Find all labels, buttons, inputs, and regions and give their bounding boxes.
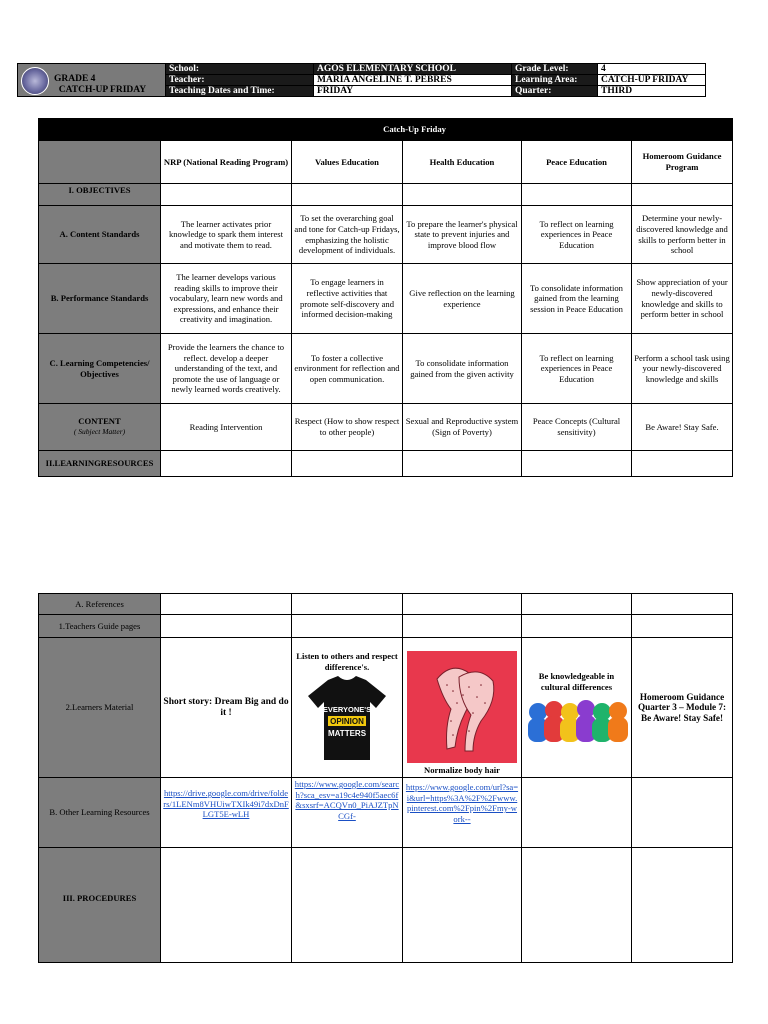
content-nrp: Reading Intervention <box>161 404 292 451</box>
lm-health-caption: Normalize body hair <box>424 765 500 776</box>
content-health: Sexual and Reproductive system (Sign of Poverty) <box>403 404 522 451</box>
cell <box>522 184 632 206</box>
performance-standards-label: B. Performance Standards <box>39 264 161 334</box>
competencies-label: C. Learning Competencies/ Objectives <box>39 334 161 404</box>
references-label: A. References <box>39 594 161 615</box>
corner-cell <box>39 141 161 184</box>
cell <box>632 848 733 963</box>
cell <box>292 594 403 615</box>
competency-health: To consolidate information gained from the given activity <box>403 334 522 404</box>
learning-area-label: Learning Area: <box>512 75 598 86</box>
content-standard-nrp: The learner activates prior knowledge to spark them interest and motivate them to read. <box>161 206 292 264</box>
performance-standard-health: Give reflection on the learning experience <box>403 264 522 334</box>
performance-standard-peace: To consolidate information gained from the learning session in Peace Education <box>522 264 632 334</box>
cell <box>292 615 403 638</box>
cell <box>403 451 522 477</box>
link-nrp-cell <box>161 778 292 848</box>
content-standard-peace: To reflect on learning experiences in Peace Education <box>522 206 632 264</box>
program-label: CATCH-UP FRIDAY <box>58 85 147 95</box>
procedures-label: III. PROCEDURES <box>39 848 161 963</box>
teacher-label: Teacher: <box>166 75 314 86</box>
competency-peace: To reflect on learning experiences in Peace Education <box>522 334 632 404</box>
cell <box>292 848 403 963</box>
content-homeroom: Be Aware! Stay Safe. <box>632 404 733 451</box>
competency-values: To foster a collective environment for reflection and open communication. <box>292 334 403 404</box>
link-values[interactable]: https://www.google.com/search?sca_esv=a19c4e940f5aec6f&sxsrf=ACQVn0_PiAJZTpNCGf- <box>294 779 400 821</box>
cell <box>522 451 632 477</box>
lm-nrp: Short story: Dream Big and do it ! <box>161 638 292 778</box>
cell <box>161 848 292 963</box>
link-nrp[interactable]: https://drive.google.com/drive/folders/1LENm8VHUiwTXIk49i7dxDnFLGT5E-wLH <box>163 788 289 820</box>
performance-standard-nrp: The learner develops various reading skills to improve their vocabulary, learn new words and expressions, and enhance their creativity and imagination. <box>161 264 292 334</box>
content-standard-values: To set the overarching goal and tone for Catch-up Fridays, emphasizing the holistic development of individuals. <box>292 206 403 264</box>
content-standards-label: A. Content Standards <box>39 206 161 264</box>
dates-label: Teaching Dates and Time: <box>166 86 314 97</box>
resources-label: II.LEARNINGRESOURCES <box>39 451 161 477</box>
cell <box>632 451 733 477</box>
shirt-line-1: EVERYONE'S <box>322 705 372 715</box>
cell <box>292 451 403 477</box>
cell <box>632 184 733 206</box>
cell <box>161 594 292 615</box>
grade-label: GRADE 4 <box>54 74 96 84</box>
cell <box>161 184 292 206</box>
deped-seal-icon <box>21 67 49 95</box>
grade-level-value: 4 <box>598 64 706 75</box>
cell <box>632 594 733 615</box>
header-grade-text <box>54 74 146 96</box>
cultural-silhouettes-image <box>526 694 628 742</box>
school-value: AGOS ELEMENTARY SCHOOL <box>314 64 512 75</box>
lm-health-cell <box>403 638 522 778</box>
cell <box>522 848 632 963</box>
col-header-values: Values Education <box>292 141 403 184</box>
cell <box>632 778 733 848</box>
body-hair-illustration <box>407 651 517 763</box>
cell <box>522 594 632 615</box>
learners-material-label: 2.Learners Material <box>39 638 161 778</box>
performance-standard-homeroom: Show appreciation of your newly-discovered knowledge and skills to perform better in school <box>632 264 733 334</box>
shirt-line-3: MATTERS <box>327 729 367 739</box>
content-peace: Peace Concepts (Cultural sensitivity) <box>522 404 632 451</box>
content-sub-label: ( Subject Matter) <box>73 427 126 436</box>
tshirt-image <box>306 674 388 762</box>
col-header-health: Health Education <box>403 141 522 184</box>
cell <box>403 594 522 615</box>
link-health[interactable]: https://www.google.com/url?sa=i&url=https%3A%2F%2Fwww.pinterest.com%2Fpin%2Fmy-work-- <box>405 782 519 824</box>
content-standard-health: To prepare the learner's physical state to prevent injuries and improve blood flow <box>403 206 522 264</box>
col-header-peace: Peace Education <box>522 141 632 184</box>
other-resources-label: B. Other Learning Resources <box>39 778 161 848</box>
quarter-value: THIRD <box>598 86 706 97</box>
teacher-value: MARIA ANGELINE T. PEBRES <box>314 75 512 86</box>
quarter-label: Quarter: <box>512 86 598 97</box>
cell <box>632 615 733 638</box>
objectives-table <box>38 118 733 477</box>
school-label: School: <box>166 64 314 75</box>
link-values-cell <box>292 778 403 848</box>
link-health-cell <box>403 778 522 848</box>
content-label: CONTENT <box>78 416 121 427</box>
lm-peace-cell <box>522 638 632 778</box>
lm-values-cell <box>292 638 403 778</box>
objectives-label: I. OBJECTIVES <box>39 184 161 206</box>
teachers-guide-label: 1.Teachers Guide pages <box>39 615 161 638</box>
content-values: Respect (How to show respect to other people) <box>292 404 403 451</box>
cell <box>161 615 292 638</box>
competency-nrp: Provide the learners the chance to reflect. develop a deeper understanding of the text, and promote the use of language or newly learned words creatively. <box>161 334 292 404</box>
shirt-line-2: OPINION <box>330 717 364 727</box>
cell <box>403 848 522 963</box>
cell <box>292 184 403 206</box>
lm-values-caption: Listen to others and respect difference's. <box>296 650 398 672</box>
cell <box>403 184 522 206</box>
cell <box>522 615 632 638</box>
competency-homeroom: Perform a school task using your newly-discovered knowledge and skills <box>632 334 733 404</box>
performance-standard-values: To engage learners in reflective activities that promote self-discovery and informed decision-making <box>292 264 403 334</box>
col-header-nrp: NRP (National Reading Program) <box>161 141 292 184</box>
cell <box>522 778 632 848</box>
lm-homeroom: Homeroom Guidance Quarter 3 – Module 7: Be Aware! Stay Safe! <box>632 638 733 778</box>
col-header-homeroom: Homeroom Guidance Program <box>632 141 733 184</box>
resources-table <box>38 593 733 963</box>
dates-value: FRIDAY <box>314 86 512 97</box>
content-standard-homeroom: Determine your newly-discovered knowledge and skills to perform better in school <box>632 206 733 264</box>
header-logo-cell <box>18 64 166 97</box>
cell <box>403 615 522 638</box>
cell <box>161 451 292 477</box>
content-label-cell <box>39 404 161 451</box>
lm-peace-caption: Be knowledgeable in cultural differences <box>538 670 615 692</box>
grade-level-label: Grade Level: <box>512 64 598 75</box>
learning-area-value: CATCH-UP FRIDAY <box>598 75 706 86</box>
table-title: Catch-Up Friday <box>39 119 733 141</box>
header-table <box>17 63 706 97</box>
